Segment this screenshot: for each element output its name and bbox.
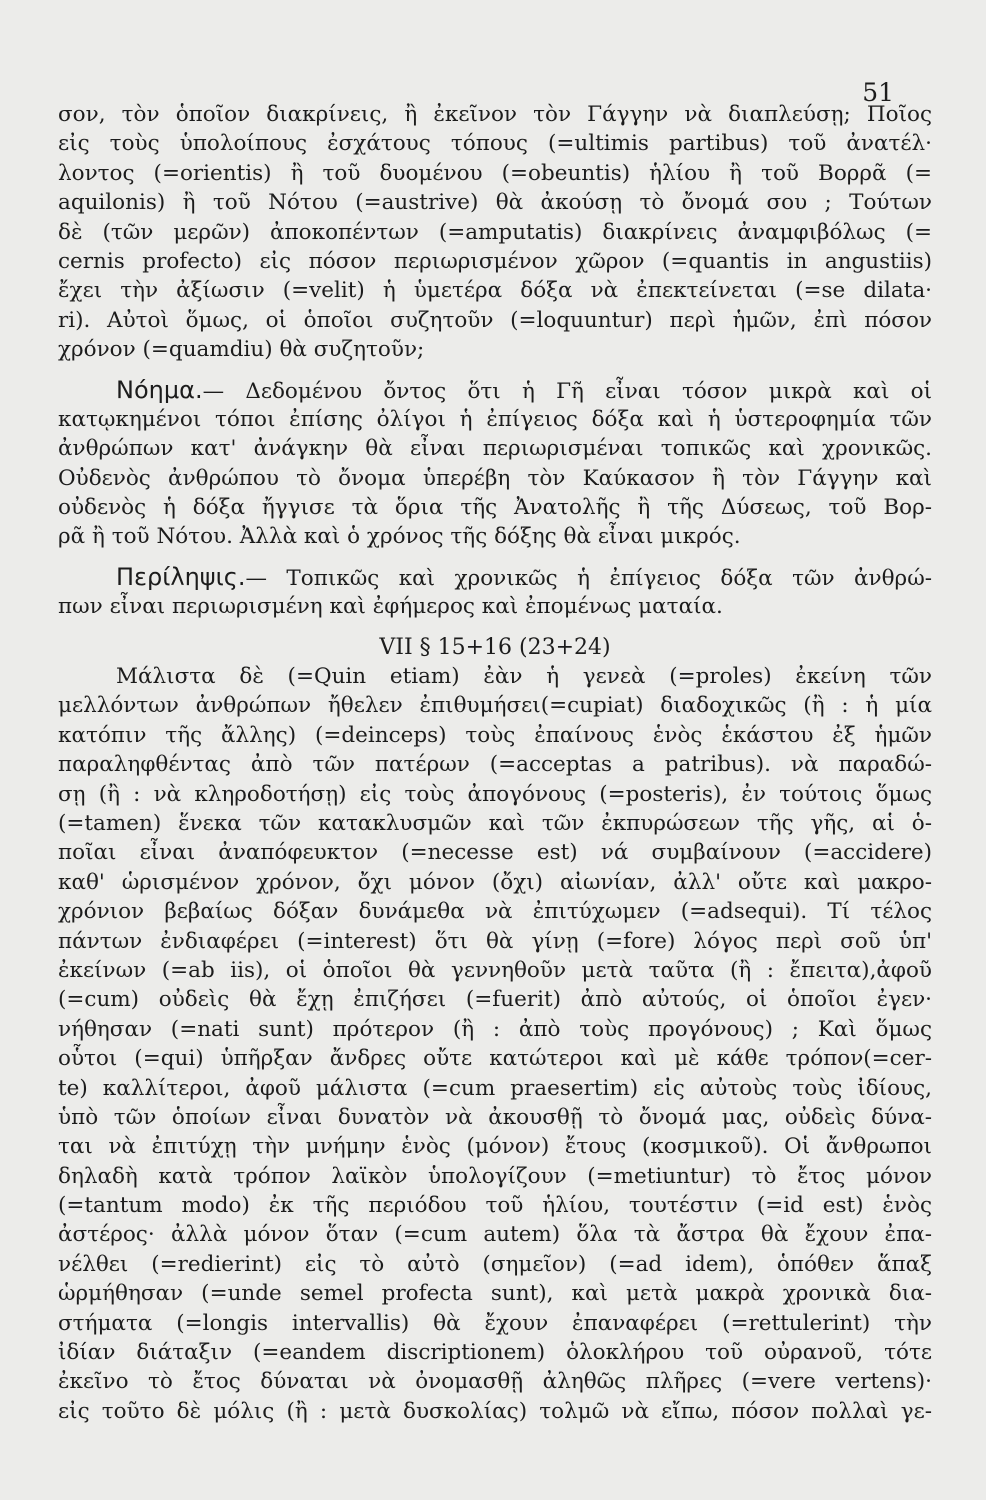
text-line: (=tantum modo) ἐκ τῆς περιόδου τοῦ ἡλίου, τουτέστιν (=id est) ἑνὸς — [58, 1193, 932, 1219]
section-title: VII § 15+16 (23+24) — [379, 634, 611, 660]
text-line: πάντων ἐνδιαφέρει (=interest) ὅτι θὰ γίνῃ (=fore) λόγος περὶ σοῦ ὑπ' — [58, 928, 932, 954]
text-line: cernis profecto) εἰς πόσον περιωρισμένον χῶρον (=quantis in angustiis) — [58, 248, 932, 274]
noima-paragraph — [58, 376, 932, 552]
text-line: χρόνιον βεβαίως δόξαν δυνάμεθα νὰ ἐπιτύχωμεν (=adsequi). Τί τέλος — [58, 899, 932, 925]
text-line: ἔχει τὴν ἀξίωσιν (=velit) ἡ ὑμετέρα δόξα νὰ ἐπεκτείνεται (=se dilata· — [58, 278, 932, 304]
text-line — [58, 376, 932, 405]
text-line: δὲ (τῶν μερῶν) ἀποκοπέντων (=amputatis) διακρίνεις ἀναμφιβόλως (= — [58, 219, 932, 245]
text-line: ἐκεῖνο τὸ ἔτος δύναται νὰ ὀνομασθῇ ἀληθῶς πλῆρες (=vere vertens)· — [58, 1369, 932, 1395]
noima-heading: Νόημα. — [116, 375, 203, 404]
text-line: ποῖαι εἶναι ἀναπόφευκτον (=necesse est) νά συμβαίνουν (=accidere) — [58, 840, 932, 866]
paragraph-2 — [58, 662, 932, 1426]
text-line: Οὐδενὸς ἀνθρώπου τὸ ὄνομα ὑπερέβη τὸν Καύκασον ἢ τὸν Γάγγην καὶ — [58, 465, 932, 491]
text-line: παραληφθέντας ἀπὸ τῶν πατέρων (=acceptas a patribus). νὰ παραδώ- — [58, 752, 932, 778]
paragraph-1 — [58, 100, 932, 365]
text-line: καθ' ὡρισμένον χρόνον, ὄχι μόνον (ὄχι) αἰωνίαν, ἀλλ' οὔτε καὶ μακρο- — [58, 869, 932, 895]
noima-first-line: — Δεδομένου ὄντος ὅτι ἡ Γῆ εἶναι τόσον μικρὰ καὶ οἱ — [202, 378, 932, 404]
text-line: te) καλλίτεροι, ἀφοῦ μάλιστα (=cum praesertim) εἰς αὐτοὺς τοὺς ἰδίους, — [58, 1075, 932, 1101]
perilipsis-first-line: — Τοπικῶς καὶ χρονικῶς ἡ ἐπίγειος δόξα τῶν ἀνθρώ- — [245, 565, 932, 591]
page-body — [58, 100, 932, 1426]
text-line: δηλαδὴ κατὰ τρόπον λαϊκὸν ὑπολογίζουν (=metiuntur) τὸ ἔτος μόνον — [58, 1163, 932, 1189]
text-line: ται νὰ ἐπιτύχῃ τὴν μνήμην ἑνὸς (μόνον) ἔτους (κοσμικοῦ). Οἱ ἄνθρωποι — [58, 1134, 932, 1160]
text-line: ὡρμήθησαν (=unde semel profecta sunt), καὶ μετὰ μακρὰ χρονικὰ δια- — [58, 1281, 932, 1307]
text-line: ὑπὸ τῶν ὁποίων εἶναι δυνατὸν νὰ ἀκουσθῇ τὸ ὄνομά μας, οὐδεὶς δύνα- — [58, 1104, 932, 1130]
text-line: aquilonis) ἢ τοῦ Νότου (=austrive) θὰ ἀκούσῃ τὸ ὄνομά σου ; Τούτων — [58, 190, 932, 216]
text-line: ἀστέρος· ἀλλὰ μόνον ὅταν (=cum autem) ὅλα τὰ ἄστρα θὰ ἔχουν ἐπα- — [58, 1222, 932, 1248]
text-line: (=cum) οὐδεὶς θὰ ἔχῃ ἐπιζήσει (=fuerit) ἀπὸ αὐτούς, οἱ ὁποῖοι ἐγεν· — [58, 987, 932, 1013]
text-line: λοντος (=orientis) ἢ τοῦ δυομένου (=obeuntis) ἡλίου ἢ τοῦ Βορρᾶ (= — [58, 160, 932, 186]
text-line: πων εἶναι περιωρισμένη καὶ ἐφήμερος καὶ ἐπομένως ματαία. — [58, 594, 723, 620]
text-line: ἰδίαν διάταξιν (=eandem discriptionem) ὁλοκλήρου τοῦ οὐρανοῦ, τότε — [58, 1340, 932, 1366]
text-line: σον, τὸν ὁποῖον διακρίνεις, ἢ ἐκεῖνον τὸν Γάγγην νὰ διαπλεύσῃ; Ποῖος — [58, 102, 932, 127]
perilipsis-heading: Περίληψις. — [116, 562, 246, 591]
text-line: νέλθει (=redierint) εἰς τὸ αὐτὸ (σημεῖον) (=ad idem), ὁπόθεν ἅπαξ — [58, 1251, 932, 1277]
text-line: ἐκείνων (=ab iis), οἱ ὁποῖοι θὰ γεννηθοῦν μετὰ ταῦτα (ἢ : ἔπειτα),ἀφοῦ — [58, 957, 932, 983]
text-line: κατῳκημένοι τόποι ἐπίσης ὀλίγοι ἡ ἐπίγειος δόξα καὶ ἡ ὑστεροφημία τῶν — [58, 406, 932, 432]
text-line: οὗτοι (=qui) ὑπῆρξαν ἄνδρες οὔτε κατώτεροι καὶ μὲ κάθε τρόπον(=cer- — [58, 1046, 932, 1072]
text-line: εἰς τοῦτο δὲ μόλις (ἢ : μετὰ δυσκολίας) τολμῶ νὰ εἴπω, πόσον πολλαὶ γε- — [58, 1398, 932, 1424]
text-line: χρόνον (=quamdiu) θὰ συζητοῦν; — [58, 337, 425, 363]
text-line: μελλόντων ἀνθρώπων ἤθελεν ἐπιθυμήσει(=cupiat) διαδοχικῶς (ἢ : ἡ μία — [58, 693, 932, 719]
page-number: 51 — [862, 78, 894, 107]
text-line: Μάλιστα δὲ (=Quin etiam) ἐὰν ἡ γενεὰ (=proles) ἐκείνη τῶν — [116, 664, 932, 690]
text-line: στήματα (=longis intervallis) θὰ ἔχουν ἐπαναφέρει (=rettulerint) τὴν — [58, 1310, 932, 1336]
text-line: ri). Αὐτοὶ ὅμως, οἱ ὁποῖοι συζητοῦν (=loquuntur) περὶ ἡμῶν, ἐπὶ πόσον — [58, 307, 932, 333]
perilipsis-paragraph — [58, 563, 932, 622]
text-line: κατόπιν τῆς ἄλλης) (=deinceps) τοὺς ἐπαίνους ἑνὸς ἑκάστου ἐξ ἡμῶν — [58, 722, 932, 748]
text-line: σῃ (ἢ : νὰ κληροδοτήσῃ) εἰς τοὺς ἀπογόνους (=posteris), ἐν τούτοις ὅμως — [58, 781, 932, 807]
text-line: νήθησαν (=nati sunt) πρότερον (ἢ : ἀπὸ τοὺς προγόνους) ; Καὶ ὅμως — [58, 1016, 932, 1042]
text-line: εἰς τοὺς ὑπολοίπους ἐσχάτους τόπους (=ultimis partibus) τοῦ ἀνατέλ· — [58, 131, 932, 157]
text-line: ρᾶ ἢ τοῦ Νότου. Ἀλλὰ καὶ ὁ χρόνος τῆς δόξης θὰ εἶναι μικρός. — [58, 524, 741, 550]
text-line — [58, 563, 932, 592]
text-line: ἀνθρώπων κατ' ἀνάγκην θὰ εἶναι περιωρισμέναι τοπικῶς καὶ χρονικῶς. — [58, 436, 932, 462]
text-line: οὐδενὸς ἡ δόξα ἤγγισε τὰ ὅρια τῆς Ἀνατολῆς ἢ τῆς Δύσεως, τοῦ Βορ- — [58, 495, 932, 521]
text-line: (=tamen) ἕνεκα τῶν κατακλυσμῶν καὶ τῶν ἐκπυρώσεων τῆς γῆς, αἱ ὁ- — [58, 810, 932, 836]
